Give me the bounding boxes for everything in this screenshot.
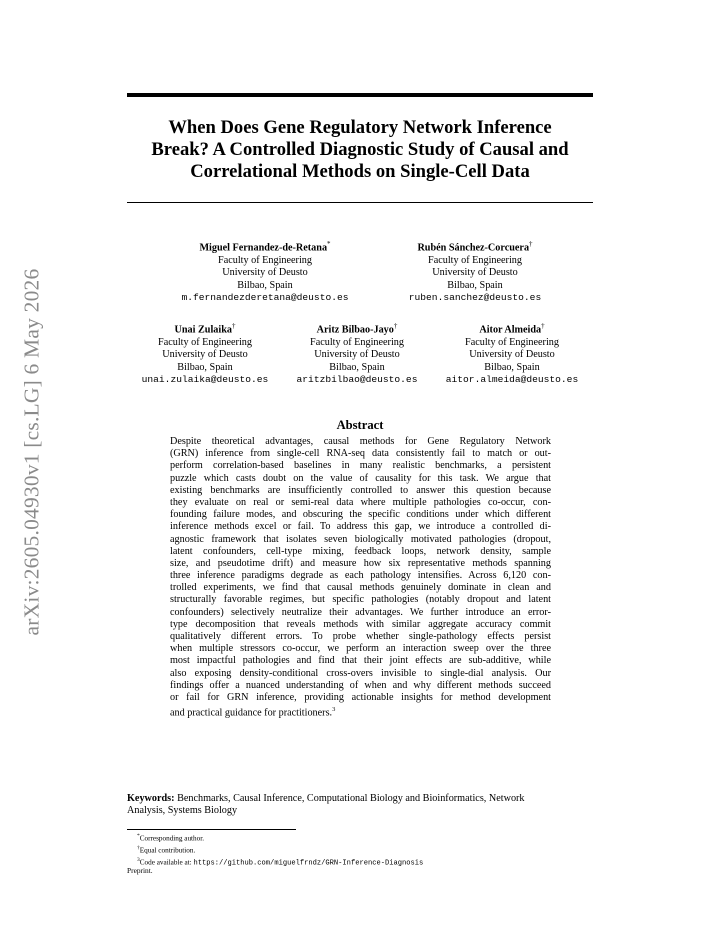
abstract-line: or fail for GRN inference, providing actionable insights for method development bbox=[170, 691, 551, 703]
author-affiliation: University of Deusto bbox=[314, 349, 400, 361]
author-affiliation: Faculty of Engineering bbox=[158, 336, 252, 348]
abstract-line: and practical guidance for practitioners.$^3$ bbox=[170, 706, 336, 719]
author-name: Unai Zulaika† bbox=[174, 322, 236, 336]
author-email: aitor.almeida@deusto.es bbox=[445, 374, 579, 386]
abstract-line: existing benchmarks are insufficiently controlled to answer this question because bbox=[170, 484, 551, 496]
footnote: *Corresponding author. bbox=[137, 833, 205, 843]
footnote: †Equal contribution. bbox=[137, 844, 196, 855]
abstract-line: founding failure modes, and obscuring the specific conditions under which different bbox=[170, 509, 551, 521]
author-email: m.fernandezderetana@deusto.es bbox=[181, 292, 349, 304]
keywords-text: Benchmarks, Causal Inference, Computational Biology and Bioinformatics, Network bbox=[177, 793, 525, 804]
title-line: When Does Gene Regulatory Network Inference bbox=[168, 117, 552, 138]
abstract-line: inference methods excel or fail. To address this gap, we introduce a controlled di- bbox=[170, 521, 551, 533]
author-affiliation: University of Deusto bbox=[222, 267, 308, 279]
abstract-line: qualitatively different errors. To probe whether single-pathology effects persist bbox=[170, 631, 551, 642]
author-email: unai.zulaika@deusto.es bbox=[141, 374, 269, 386]
abstract-line: findings offer a nuanced understanding of when and why different methods succeed bbox=[170, 679, 551, 691]
abstract-line: agnostic framework that isolates seven biologically motivated pathologies (dropout, bbox=[170, 533, 551, 545]
abstract-line: latent confounders, cell-type mixing, feedback loops, network density, sample bbox=[170, 545, 551, 557]
author-name: Miguel Fernandez-de-Retana* bbox=[199, 240, 331, 254]
abstract-line: puzzle which casts doubt on the value of causality for this task. We argue that bbox=[170, 472, 551, 484]
author-affiliation: University of Deusto bbox=[469, 349, 555, 361]
author-location: Bilbao, Spain bbox=[177, 361, 233, 373]
paper-title bbox=[127, 117, 593, 183]
author-affiliation: Faculty of Engineering bbox=[465, 336, 559, 348]
abstract-line: trolled experiments, we find that causal methods genuinely dominate in clean and bbox=[170, 582, 551, 594]
abstract-line: (GRN) inference from single-cell RNA-seq data consistently fail to match or out- bbox=[170, 448, 551, 460]
abstract-heading: Abstract bbox=[336, 418, 384, 432]
author-location: Bilbao, Spain bbox=[237, 279, 293, 291]
abstract-line: perform correlation-based baselines in many realistic benchmarks, a persistent bbox=[170, 460, 551, 472]
author-affiliation: Faculty of Engineering bbox=[218, 254, 312, 266]
abstract-line: confounders) selectively neutralize their advantages. We further introduce an error- bbox=[170, 606, 551, 618]
author-location: Bilbao, Spain bbox=[329, 361, 385, 373]
author-email: ruben.sanchez@deusto.es bbox=[408, 292, 542, 304]
abstract-line: most impactful pathologies and find that their joint effects are sub-additive, while bbox=[170, 655, 551, 667]
arxiv-identifier bbox=[14, 262, 50, 642]
author-affiliation: University of Deusto bbox=[162, 349, 248, 361]
author-affiliation: Faculty of Engineering bbox=[310, 336, 404, 348]
abstract-body bbox=[170, 436, 551, 719]
footnote-rule bbox=[127, 829, 296, 830]
footnote-marker: 3 bbox=[332, 706, 336, 714]
preprint-label: Preprint. bbox=[127, 866, 153, 875]
abstract-line: also exposing density-conditional cross-overs invisible to single-dial analysis. Our bbox=[170, 667, 551, 679]
author-block bbox=[284, 320, 430, 386]
author-affiliation: University of Deusto bbox=[432, 267, 518, 279]
arxiv-identifier-text: arXiv:2605.04930v1 [cs.LG] 6 May 2026 bbox=[19, 268, 44, 636]
author-block bbox=[380, 238, 570, 304]
keywords bbox=[127, 793, 597, 818]
title-rule-top bbox=[127, 93, 593, 97]
author-email: aritzbilbao@deusto.es bbox=[296, 374, 418, 386]
title-line: Correlational Methods on Single-Cell Data bbox=[190, 161, 530, 182]
author-name: Rubén Sánchez-Corcuera† bbox=[417, 240, 533, 254]
title-line: Break? A Controlled Diagnostic Study of Causal and bbox=[151, 139, 569, 160]
abstract-line: structurally favorable regimes, but specific pathologies (notably dropout and latent bbox=[170, 594, 551, 606]
author-name: Aitor Almeida† bbox=[479, 322, 545, 336]
footnotes bbox=[137, 832, 423, 868]
author-location: Bilbao, Spain bbox=[484, 361, 540, 373]
footnote: $^3$Code available at: https://github.com/miguelfrndz/GRN-Inference-Diagnosis bbox=[137, 856, 424, 867]
abstract-line: when multiple stressors co-occur, we perform an interaction sweep over the three bbox=[170, 643, 551, 655]
keywords-label: Keywords: bbox=[127, 793, 175, 804]
abstract-line: size, and pseudotime drift) and measure how six representative methods spanning bbox=[170, 557, 551, 569]
title-rule-bottom bbox=[127, 202, 593, 203]
author-block bbox=[165, 238, 365, 304]
author-affiliation: Faculty of Engineering bbox=[428, 254, 522, 266]
keywords-text: Analysis, Systems Biology bbox=[127, 805, 238, 817]
abstract-line: type decomposition that reveals methods with similar aggregate accuracy commit bbox=[170, 618, 551, 630]
code-url-link[interactable]: https://github.com/miguelfrndz/GRN-Inference-Diagnosis bbox=[193, 858, 424, 867]
abstract-line: three inference paradigms degrade as each pathology intensifies. Across 6,120 con- bbox=[170, 570, 551, 582]
abstract-line: Despite theoretical advantages, causal methods for Gene Regulatory Network bbox=[170, 436, 551, 447]
author-block bbox=[130, 320, 280, 386]
author-location: Bilbao, Spain bbox=[447, 279, 503, 291]
author-block bbox=[434, 320, 590, 386]
author-name: Aritz Bilbao-Jayo† bbox=[316, 322, 398, 336]
abstract-line: they evaluate on real or semi-real data where multiple pathologies co-occur, con- bbox=[170, 496, 551, 508]
